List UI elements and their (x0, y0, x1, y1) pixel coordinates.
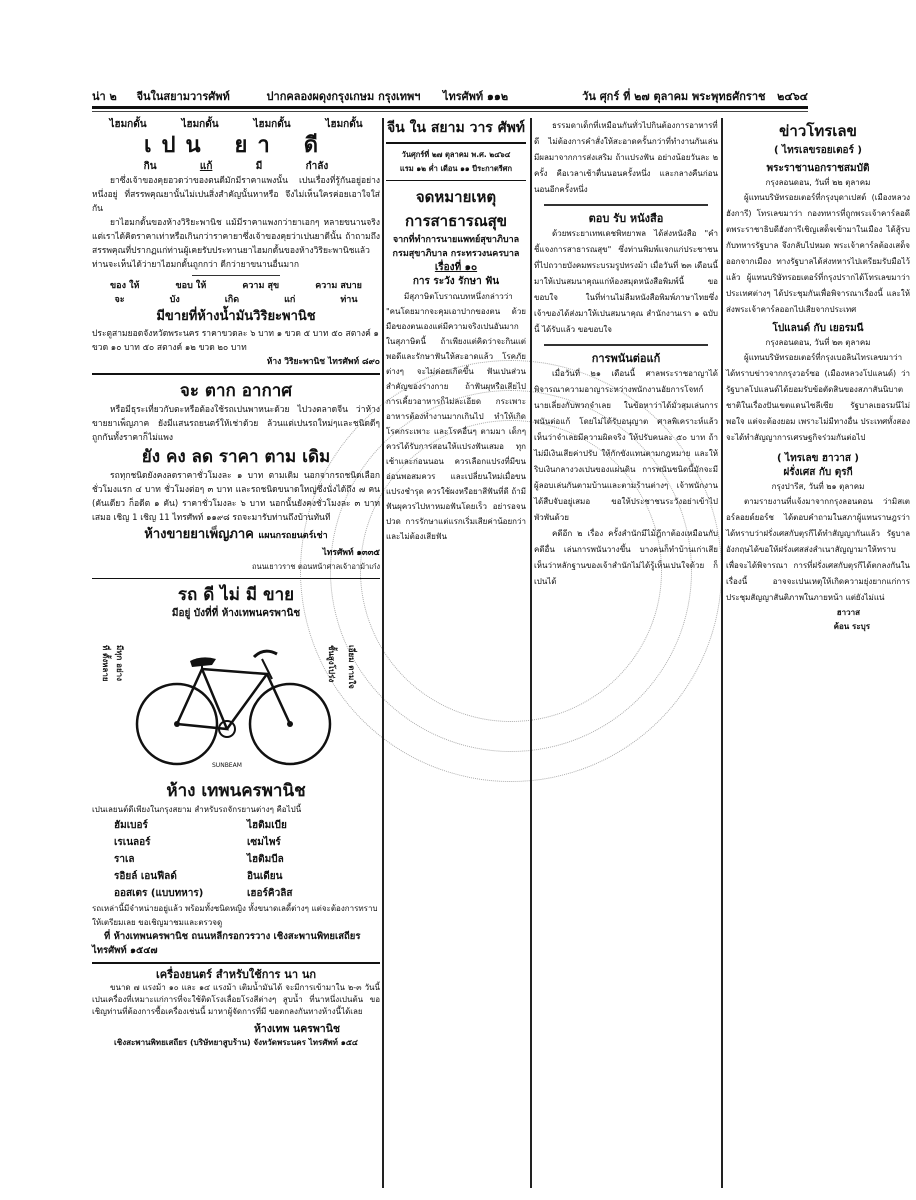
headline-word: ไฮมกดั้น (109, 119, 147, 130)
story-number: เรื่องที่ ๑๐ (434, 262, 478, 273)
brand-name: เซมไพร์ (247, 837, 281, 848)
page-number: น่า ๒ (92, 90, 117, 103)
slogan-word: ความ สบาย (315, 281, 362, 291)
ad-bicycle-title: รถ ดี ไม่ มี ขาย (177, 585, 295, 605)
bicycle-illustration (92, 625, 380, 775)
ad-engine-body: ขนาด ๗ แรงม้า ๑๐ และ ๑๔ แรงม้า เติมน้ำมันได้ จะมีการเข้ามาใน ๒-๓ วันนี้ เปนเครื่องที่เหมาะแก่การที่จะใช้ติดโรงเลื่อยโรงสีต่างๆ สูบน้ำ ที่นาหนึ่งเปนต้น ขอเชิญท่านที่ต้องการซื้อเครื่องเช่นนี้ มาหาผู้จัดการที่มี ขอตกลงกันทางห้างนี้ได้เลย (92, 982, 380, 1016)
sold-at: มีขายที่ห้างน้ำมันวิริยะพานิช (156, 309, 316, 324)
story-3-dateline: กรุงปารีส, วันที่ ๒๑ ตุลาคม (771, 482, 865, 491)
slogan-word: ของ ให้ (110, 281, 140, 291)
title-word: เปน (143, 133, 211, 158)
masthead-rule (386, 180, 526, 182)
ad-bicycle-body: รถเหล่านี้มีจำหน่ายอยู่แล้ว พร้อมทั้งชนิดหญิง ทั้งขนาดเลดี้ต่างๆ แต่จะต้องการทราบให้เตรียมเลย ขอเชิญมาชมและตรวจดู (92, 904, 378, 927)
brand-name: รอิยล์ เอนฟีลด์ (114, 871, 177, 882)
brand-name: ไฮติมเบีย (247, 820, 287, 831)
slogan-word: แก่ (284, 295, 296, 305)
bike-brand-label: SUNBEAM (212, 762, 242, 769)
story-1-title: พระราชานอกราชสมบัติ (766, 163, 870, 174)
section-1-body: ด้วยพระยาเทพเดชพิทยาพล ได้ส่งหนังสือ "คำชี้แจงการสาธารณสุข" ซึ่งท่านพิมพ์แจกแก่ประชาชนที่ไปถวายบังคมพระบรมรูปทรงม้า เมื่อวันที่ ๒๓ เดือนนี้ มาให้เปนสมนาคุณแก่ห้องสมุดหนังสือพิมพ์นี้ ขอขอบใจ ในที่ท่านไม่ลืมหนังสือพิมพ์ภาษาไทยซึ่งเจ้าของได้ส่งมาให้เปนสมนาคุณ สำนักงานเรา ๑ ฉบับนี้ ได้รับแล้ว ขอขอบใจ (534, 229, 718, 334)
story-3-label: ( ไทรเลข ฮาวาส ) (776, 453, 859, 464)
column-advertisements (92, 118, 380, 1050)
ad-medicine-body-2: ยาไฮมกดั้นของห้างวิริยะพานิช แม้มีราคาแพงกว่ายาเอกๆ หลายขนานจริง แต่เราได้คิดราคาเท่าหรือเกินกว่าราคายาซึ่งเจ้าของคุยว่าเปนยาดีนั้น ถ้าถามถึงสรรพคุณที่ปรากฏแก่ท่านผู้เคยรับประทานยาไฮมกดั้นของห้างวิริยะพานิชแล้ว ท่านจะเห็นได้ว่ายาไฮมกดั้นถูกกว่า ดีกว่ายาขนานอื่นมาก (92, 218, 380, 270)
column-divider (382, 118, 384, 1188)
slogan-row-2 (92, 293, 380, 307)
divider (192, 275, 280, 276)
headline-word: ไฮมกดั้น (253, 119, 291, 130)
vertical-caption: ชั้นสูงโปร่ง (327, 645, 336, 683)
ad-car-title: จะ ตาก อากาศ (179, 380, 293, 401)
issue-date: วัน ศุกร์ ที่ ๒๗ ตุลาคม พระพุทธศักราช (582, 90, 766, 103)
vertical-caption: เอี่ยม ตามใจ (347, 645, 356, 689)
shop-name: ห้างขายยาเพ็ญภาค (144, 526, 254, 542)
ad-divider (92, 962, 380, 964)
brand-name: ออสเตร (แบบทหาร) (114, 888, 204, 899)
source-line-2: กรมสุขาภิบาล กระทรวงนครบาล (392, 249, 520, 259)
running-header (92, 86, 808, 106)
issue-line-2: แรม ๑๒ ค่ำ เดือน ๑๑ ปีระกาตรีศก (399, 163, 513, 173)
ad-bicycle (92, 583, 380, 958)
story-2-body: ผู้แทนบริษัทรอยเตอร์ที่กรุงเบอลินไทรเลขมาว่า ได้ทราบข่าวจากกรุงวอร์ซอ (เมืองหลวงโปแลนด์) ว่ารัฐบาลโปแลนด์ได้ยอมรับข้อตัดสินของสภาสันนิบาตชาติในเรื่องปันเขตแดนไซลีเซีย รัฐบาลเยอรมนีไม่พอใจ แต่จะต้องยอม เพราะไม่มีทางอื่น ประเทศทั้งสองจะได้ทำสัญญาการเศรษฐกิจร่วมกันต่อไป (726, 353, 910, 442)
story-body: มีสุภาษิตโบราณบทหนึ่งกล่าวว่า "คนโดยมากจะคุมเอาปากของตน ด้วยมือของตนเองแต่มีความจริงเปนอันมากในสุภาษิตนี้ ถ้าเพียงแต่คิดว่าจะกินแต่พอดีและรักษาฟันให้สะอาดแล้ว โรคภัยต่างๆ จะไม่ค่อยเกิดขึ้น ฟันเปนส่วนสำคัญของร่างกาย ถ้าฟันผุหรือเสียไป การเคี้ยวอาหารก็ไม่ละเอียด กระเพาะอาหารต้องทำงานมากเกินไป ทำให้เกิดโรคกระเพาะ และโรคอื่นๆ ตามมา เด็กๆ ควรได้รับการสอนให้แปรงฟันเสมอ ทุกเช้าและก่อนนอน ควรเลือกแปรงที่มีขนอ่อนพอสมควร และเปลี่ยนใหม่เมื่อขนแปรงชำรุด ควรใช้ผงหรือยาสีฟันที่ดี ถ้ามีฟันผุควรไปหาหมอฟันโดยเร็ว อย่ารอจนปวด การรักษาแต่แรกเริ่มเสียค่าน้อยกว่า และไม่ต้องเสียฟัน (386, 292, 526, 541)
headline-word: ไฮมกดั้น (181, 119, 219, 130)
story-3-body: ตามรายงานที่แจ้งมาจากกรุงลอนดอน ว่ามิสเตอร์ลอยด์ยอร์ช ได้ตอบคำถามในสภาผู้แทนราษฎรว่า ได้ทราบว่าฝรั่งเศสกับตุรกีได้ทำสัญญากันแล้ว รัฐบาลอังกฤษได้ขอให้ฝรั่งเศสส่งสำเนาสัญญามาให้ทราบ เพื่อจะได้พิจารณา การที่ฝรั่งเศสกับตุรกีได้ตกลงกันในเรื่องนี้ อาจจะเปนเหตุให้เกิดความยุ่งยากแก่การประชุมสัญญาสันติภาพในภายหน้า แต่ยังไม่แน่ (726, 497, 910, 602)
sub-word: กิน (143, 161, 157, 172)
ad-divider (92, 373, 380, 375)
header-rule-thin (92, 111, 808, 112)
brand-name: อินเดียน (247, 871, 283, 882)
ad-medicine (92, 118, 380, 369)
ad-medicine-title (92, 132, 380, 160)
ad-bicycle-intro: เปนเลยนต์ดีเพียงในกรุงสยาม สำหรับรถจักรยานต่างๆ คือไปนี้ (92, 805, 302, 814)
slogan-word: ความ สุข (242, 281, 280, 291)
sub-word: กำลัง (305, 161, 329, 172)
story-1-body: ผู้แทนบริษัทรอยเตอร์ที่กรุงบุดาเปสต์ (เมืองหลวงฮังการี) โทรเลขมาว่า กองทหารที่ถูกพระเจ้าคาร์ลอดีตพระราชาธิบดีฮังการีเชิญเสด็จเข้ามาในเมือง ได้สู้รบกับทหารรัฐบาล จึงกลับไปหมด พระเจ้าคาร์ลต้องเสด็จออกจากเมือง ทางรัฐบาลได้ส่งทหารไปเตรียมรับมือไว้แล้ว ผู้แทนบริษัทรอยเตอร์ที่กรุงปรากได้โทรเลขมาว่า ประเทศต่างๆ ได้ประชุมกันเพื่อพิจารณาเรื่องนี้ และให้ส่งพระเจ้าคาร์ลออกไปเสียจากประเทศ (726, 193, 910, 314)
column-divider (721, 118, 723, 1188)
column-divider (530, 118, 532, 1188)
section-1-title: ตอบ รับ หนังสือ (588, 212, 664, 225)
brand-name: ราเล (114, 854, 135, 865)
ad-car-phone: ไทรศัพท์ ๑๓๓๕ (322, 547, 380, 558)
paper-name: จีนในสยามวารศัพท์ (136, 90, 230, 103)
slogan-word: ขอบ ให้ (175, 281, 207, 291)
story-2-dateline: กรุงลอนดอน, วันที่ ๒๓ ตุลาคม (765, 338, 871, 347)
column-telegrams (726, 118, 910, 634)
shop-note: แผนกรถยนตร์เช่า (258, 530, 328, 541)
sub-word: มี (255, 161, 263, 172)
source-line-1: จากที่ทำการนายแพทย์สุขาภิบาล (392, 235, 520, 245)
divider (544, 344, 708, 346)
ad-car-body-2: รถทุกชนิดยังคงลดราคาชั่วโมงละ ๑ บาท ตามเดิม นอกจากรถชนิดเลือก ชั่วโมงแรก ๔ บาท ชั่วโมงต่อๆ ๓ บาท และรถชนิดขนาดใหญ่ซึ่งนั่งได้ถึง ๗ คน (คันเดียว ก็อดีต ๑ คัน) ราคาชั่วโมงละ ๖ บาท นอกนั้นยังคงชั่วโมงละ ๓ บาทเสมอ เชิญ 1 เชิญ 11 ไทรศัพท์ ๑๑๙๘ รถจะมารับท่านถึงบ้านทันที (92, 470, 380, 523)
ad-bicycle-phone: ไทรศัพท์ ๑๕๔๗ (92, 945, 158, 956)
ad-engine (92, 968, 380, 1050)
telephone: ไทรศัพท์ ๑๑๒ (442, 90, 509, 103)
sub-word: แก้ (199, 161, 213, 172)
slogan-word: บัง (169, 295, 180, 305)
section-title-2: การสาธารณสุข (404, 212, 508, 230)
divider (544, 204, 708, 206)
ad-engine-title: เครื่องยนตร์ สำหรับใช้การ นา นก (156, 967, 316, 981)
brand-list (92, 817, 380, 902)
slogan-row-1 (92, 279, 380, 293)
slogan-word: จะ (114, 295, 125, 305)
title-word: ดี (303, 133, 328, 158)
brand-name: เรเนลอร์ (114, 837, 151, 848)
ad-car-address: ถนนเยาวราช ตอนหน้าศาลเจ้าอาม้าเก๋ง (251, 561, 380, 571)
office-address: ปากคลองผดุงกรุงเกษม กรุงเทพฯ (266, 90, 421, 103)
masthead-rule (386, 142, 526, 144)
masthead: จีน ใน สยาม วาร ศัพท์ (386, 120, 526, 136)
brand-name: ไฮติมบีล (247, 854, 284, 865)
slogan-word: ท่าน (340, 295, 358, 305)
story-1-dateline: กรุงลอนดอน, วันที่ ๒๒ ตุลาคม (765, 178, 871, 187)
column-masthead-health (386, 118, 526, 544)
issue-line-1: วันศุกร์ที่ ๒๗ ตุลาคม พ.ศ. ๒๔๖๔ (401, 149, 511, 159)
telegram-title: ข่าวโทรเลข (779, 122, 857, 140)
vertical-caption: มีทุก อย่าง (115, 645, 124, 682)
ad-bicycle-subtitle: มีอยู่ บังที่ที่ ห้างเทพนครพานิช (171, 608, 301, 619)
bicycle-icon (132, 629, 332, 769)
signoff-2: ค้อน ระบุร (833, 622, 870, 631)
slogan-word: เกิด (224, 295, 240, 305)
news-body-top: ธรรมดาเด็กที่เหมือนกันทั่วไปกินต้องการอาหารที่ดี ไม่ต้องการคำสั่งให้สะอาดครั้นกว่าที่ทำงานกันเล่น มีผลมาจากการส่งเสริม ถ้าแปรงฟัน อย่างน้อยวันละ ๒ ครั้ง คือเวลาเช้าตื่นนอนครั้งหนึ่ง และกลางคืนก่อนนอนอีกครั้งหนึ่ง (534, 121, 718, 194)
vertical-caption: ที่ ตั้งหลาย (101, 645, 110, 682)
telegram-subtitle: ( ไทรเลขรอยเตอร์ ) (773, 145, 862, 156)
ad-car-body: หรือมีธุระเที่ยวกับตะหรือต้องใช้รถเปนพาหนะด้วย ไปวงตลาดจีน ว่าห้างขายยาเพ็ญภาค ยังมีแสนรถยนตร์ให้เช่าด้วย ล้วนแต่เปนรถใหม่ๆและชนิดดีๆ ถูกกันทั้งราคาก็ไม่แพง (92, 404, 380, 443)
brand-name: ฮัมเบอร์ (114, 820, 148, 831)
story-title: การ ระวัง รักษา ฟัน (412, 276, 500, 287)
headline-word: ไฮมกดั้น (325, 119, 363, 130)
ad-medicine-body-1: ยาซึ่งเจ้าของคุยอวดว่าของตนดีมักมีราคาแพงนั้น เปนเรื่องที่รู้กันอยู่อย่างหนึ่งอยู่ ที่สรรพคุณยานั้นไม่เปนสิ่งสำคัญนั้นหาหรือ จึงไม่เห็นใครค่อยเอาใจใส่กัน (92, 176, 380, 214)
signoff-1: ฮาวาส (836, 608, 860, 617)
ad-car-rental (92, 379, 380, 574)
story-3-title: ฝรั่งเศส กับ ตุรกี (783, 467, 853, 478)
brand-name: เฮอร์คิวลิส (247, 888, 293, 899)
ad-car-subtitle: ยัง คง ลด ราคา ตาม เดิม (141, 446, 331, 467)
ad-engine-shop: ห้างเทพ นครพานิช (254, 1022, 340, 1035)
section-2-body: เมื่อวันที่ ๒๑ เดือนนี้ ศาลพระราชอาญาได้พิจารณาความอาญาระหว่างพนักงานอัยการโจทก์ นายเลี่ยงกับพวกจำเลย ในข้อหาว่าได้มั่วสุมเล่นการพนันต่อแก้ โดยไม่ได้รับอนุญาต ศาลพิเคราะห์แล้วเห็นว่าจำเลยมีความผิดจริง ให้ปรับคนละ ๕๐ บาท ถ้าไม่มีเงินเสียค่าปรับ ให้กักขังแทนตามกฎหมาย และให้ริบเงินกลางวงเปนของแผ่นดิน การพนันชนิดนี้มักจะมีผู้ลอบเล่นกันตามบ้านและตามร้านต่างๆ เจ้าพนักงานได้สืบจับอยู่เสมอ ขอให้ประชาชนระวังอย่าเข้าไปพัวพันด้วย (534, 369, 718, 522)
ad-bicycle-shop: ห้าง เทพนครพานิช (166, 781, 306, 801)
ad-medicine-subtitle (92, 160, 380, 174)
story-2-title: โปแลนด์ กับ เยอรมนี (772, 323, 864, 334)
section-2-title: การพนันต่อแก้ (591, 352, 661, 365)
ad-medicine-headline-row (92, 118, 380, 132)
ad-car-shop (92, 525, 380, 546)
header-rule (92, 106, 808, 109)
ad-divider (92, 578, 380, 580)
price-line: ประตูสามยอดจังหวัดพระนคร ราคาขวดละ ๖ บาท ๑ ขวด ๕ บาท ๕๐ สตางค์ ๑ ขวด ๑๐ บาท ๕๐ สตางค์ ๑๒ ขวด ๒๐ บาท (92, 329, 379, 353)
section-3-body: คดีอีก ๒ เรื่อง ครั้งสำนักมีไม้ฎีกาต้องเหมือนกับคดีอื่น เล่นการพนันวางขึ้น บางคนก็ทำบ้านเก่าเสีย เห็นว่าหลักฐานของเจ้าสำนักไม่ได้รู้เห็นเปนใจด้วย ก็เปนได้ (534, 529, 718, 586)
ad-bicycle-address: ที่ ห้างเทพนครพานิช ถนนหลีกรอกวรวาง เชิงสะพานพิทยเสถียร (104, 931, 361, 942)
column-news (534, 118, 718, 590)
issue-year: ๒๔๖๔ (777, 90, 809, 103)
ad-medicine-signature: ห้าง วิริยะพานิช ไทรศัพท์ ๘๙๐ (266, 357, 380, 367)
ad-engine-footer: เชิงสะพานพิทยเสถียร (บริษัทยาสูบร้าน) จังหวัดพระนคร ไทรศัพท์ ๑๕๔ (114, 1037, 358, 1047)
title-word: ยา (234, 133, 280, 158)
section-title-1: จดหมายเหตุ (415, 188, 497, 206)
